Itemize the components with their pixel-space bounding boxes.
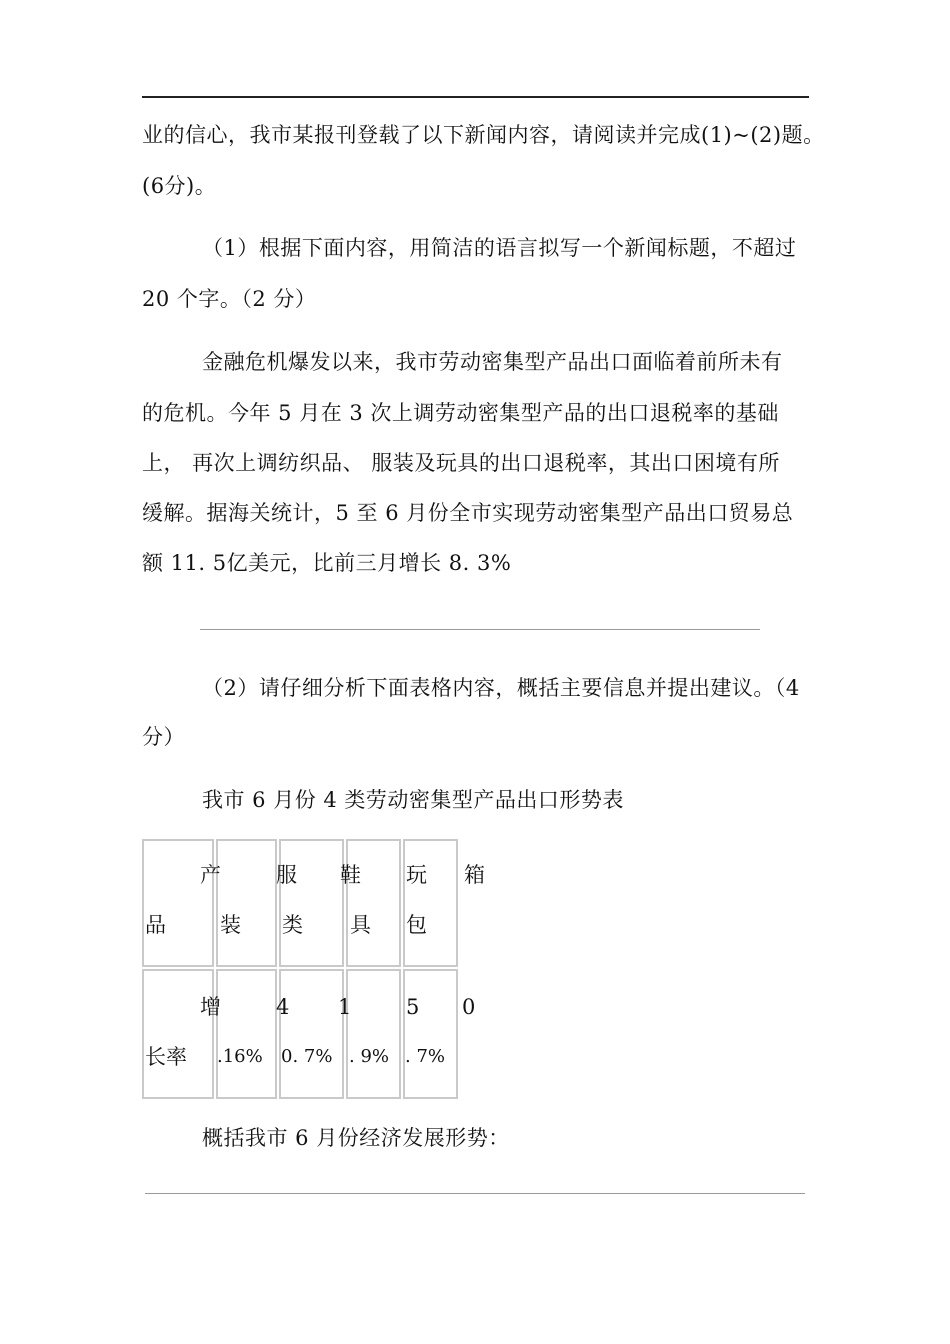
answer-line-summary[interactable] [145,1193,805,1194]
table-cell [346,969,401,1099]
news-line-3: 上， 再次上调纺织品、 服装及玩具的出口退税率，其出口困境有所 [142,451,780,475]
table-cell [216,839,277,967]
growth-shoes-bottom: 0. 7% [281,1046,333,1067]
header-bags-top: 箱 [464,863,485,887]
header-rule [142,96,809,98]
news-line-5: 额 11. 5亿美元，比前三月增长 8. 3% [142,551,512,575]
table-cell [279,969,344,1099]
growth-shoes-top: 1 [338,995,352,1019]
header-bags-bottom: 包 [406,913,427,937]
table-cell [142,969,214,1099]
growth-label-top: 增 [200,995,221,1019]
header-shoes-bottom: 类 [282,913,303,937]
news-line-2: 的危机。今年 5 月在 3 次上调劳动密集型产品的出口退税率的基础 [142,401,779,425]
growth-bags-top: 0 [462,995,476,1019]
header-shoes-top: 鞋 [340,863,361,887]
question-1-line-1: （1）根据下面内容，用简洁的语言拟写一个新闻标题，不超过 [202,236,797,260]
growth-label-bottom: 长率 [145,1045,187,1069]
table-cell [403,969,458,1099]
intro-line-1: 业的信心，我市某报刊登载了以下新闻内容，请阅读并完成(1)~(2)题。 [142,123,825,147]
news-line-1: 金融危机爆发以来，我市劳动密集型产品出口面临着前所未有 [202,350,783,374]
table-cell [346,839,401,967]
answer-line-headline [200,629,760,630]
header-product-top: 产 [200,863,221,887]
header-toys-bottom: 具 [350,913,371,937]
table-cell [142,839,214,967]
table-cell [279,839,344,967]
question-2-line-1: （2）请仔细分析下面表格内容，概括主要信息并提出建议。（4 [202,676,800,700]
question-2-line-2: 分） [142,725,185,749]
header-toys-top: 玩 [406,863,427,887]
growth-clothing-bottom: .16% [217,1046,263,1067]
header-clothing-top: 服 [276,863,297,887]
news-line-4: 缓解。据海关统计，5 至 6 月份全市实现劳动密集型产品出口贸易总 [142,501,794,525]
table-cell [403,839,458,967]
growth-bags-bottom: . 7% [405,1046,445,1067]
table-caption: 我市 6 月份 4 类劳动密集型产品出口形势表 [202,788,624,812]
summary-prompt: 概括我市 6 月份经济发展形势： [202,1126,510,1150]
intro-line-2: (6分)。 [142,174,217,198]
growth-clothing-top: 4 [276,995,290,1019]
growth-toys-top: 5 [406,995,420,1019]
question-1-line-2: 20 个字。（2 分） [142,287,317,311]
table-cell [216,969,277,1099]
growth-toys-bottom: . 9% [349,1046,389,1067]
header-clothing-bottom: 装 [220,913,241,937]
header-product-bottom: 品 [145,913,166,937]
